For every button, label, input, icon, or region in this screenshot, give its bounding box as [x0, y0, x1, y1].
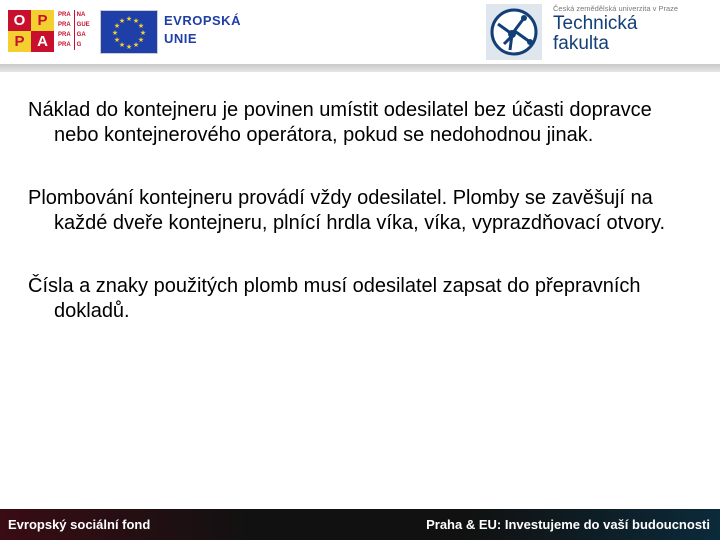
prague-logo-text: GUE	[74, 20, 90, 30]
prague-logo-text: NA	[74, 10, 86, 20]
prague-logo-text: PRA	[58, 12, 71, 18]
faculty-name-line: Technická	[553, 13, 638, 34]
svg-text:★: ★	[132, 41, 140, 49]
faculty-university-name: Česká zemědělská univerzita v Praze	[553, 4, 679, 13]
svg-text:★: ★	[113, 36, 121, 44]
content-paragraph: Náklad do kontejneru je povinen umístit odesilatel bez účasti dopravce nebo kontejnerového operátora, pokud se nedohodnou jinak.	[28, 99, 652, 146]
eu-logo-text	[164, 12, 254, 48]
svg-text:★: ★	[125, 43, 133, 51]
prague-logo-row	[58, 40, 96, 50]
svg-text:★: ★	[111, 29, 119, 37]
svg-text:★: ★	[132, 17, 140, 25]
oppa-logo-letter: P	[8, 31, 31, 52]
oppa-logo-letter: A	[37, 33, 48, 50]
oppa-logo-letter: O	[13, 12, 26, 29]
faculty-name-line: fakulta	[553, 33, 609, 54]
svg-text:★: ★	[118, 41, 126, 49]
slide-footer	[0, 509, 720, 540]
footer-left-text: Evropský sociální fond	[8, 517, 151, 532]
prague-logo-text: PRA	[58, 32, 71, 38]
prague-logo-text: PRA	[58, 22, 71, 28]
oppa-logo-letter: P	[31, 10, 54, 31]
content-paragraph: Plombování kontejneru provádí vždy odesilatel. Plomby se zavěšují na každé dveře kontejneru, plnící hrdla víka, víka, vyprazdňovací otvory.	[28, 187, 666, 234]
svg-text:★: ★	[113, 22, 121, 30]
slide-header	[0, 0, 720, 72]
slide-content	[28, 98, 698, 362]
eu-logo-line: EVROPSKÁ	[164, 13, 241, 28]
oppa-logo	[8, 10, 54, 52]
footer-right-text: Praha & EU: Investujeme do vaší budoucnosti	[426, 517, 710, 532]
svg-text:★: ★	[137, 22, 145, 30]
svg-text:★: ★	[125, 15, 133, 23]
svg-text:★: ★	[139, 29, 147, 37]
content-paragraph: Čísla a znaky použitých plomb musí odesilatel zapsat do přepravních dokladů.	[28, 275, 641, 322]
faculty-name	[553, 14, 638, 54]
prague-logo-row	[58, 10, 96, 20]
prague-logo	[58, 10, 96, 52]
eu-flag-icon	[100, 10, 158, 54]
header-divider	[0, 64, 720, 72]
prague-logo-row	[58, 20, 96, 30]
prague-logo-text: PRA	[58, 42, 71, 48]
faculty-logo-icon	[486, 4, 542, 60]
prague-logo-row	[58, 30, 96, 40]
svg-text:★: ★	[137, 36, 145, 44]
prague-logo-text: GA	[74, 30, 86, 40]
eu-stars-icon	[101, 11, 157, 53]
svg-text:★: ★	[118, 17, 126, 25]
prague-logo-text: G	[74, 40, 82, 50]
eu-logo-line: UNIE	[164, 31, 198, 46]
